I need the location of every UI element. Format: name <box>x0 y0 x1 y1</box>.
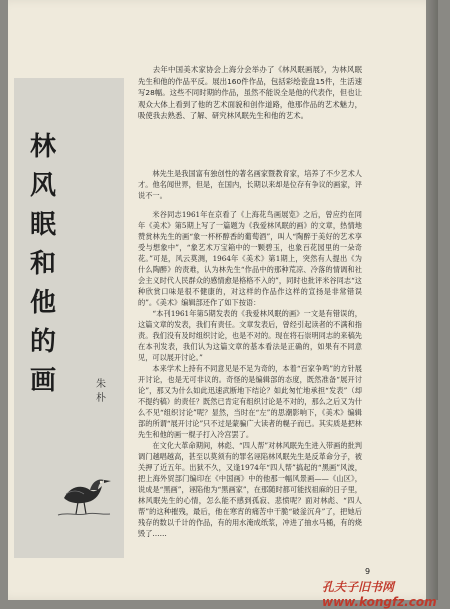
body-column <box>138 168 362 539</box>
author-char: 朴 <box>96 393 106 404</box>
page-edge <box>426 0 438 600</box>
intro-paragraph <box>138 64 362 122</box>
bird-illustration <box>56 468 112 518</box>
author-char: 朱 <box>96 379 106 390</box>
intro-text: 去年中国美术家协会上海分会举办了《林风眠画展》，为林风眠先生和他的作品平反。展出160件作品，包括彩绘瓷盘15件，生活速写28幅。这些不同时期的作品，虽然不能说全是他的代表作，但也让观众大体上看到了他的艺术面貌和创作道路，他那作品的艺术魅力，吸使我去熟悉、了解、研究林风眠先生和他的艺术。 <box>138 65 362 120</box>
watermark-text: 孔夫子旧书网 www.kongfz.com <box>322 580 437 609</box>
body-paragraph: “本刊1961年第5期发表的《我爱林风眠的画》一文是有错误的，这篇文章的发表，我们有责任。文章发表后，曾经引起读者的不满和指责。我们没有及时组织讨论，也是不对的。现在将石崇明同志的来稿先在本刊发表，我们认为这篇文章的基本看法是正确的，如果有不同意见，可以展开讨论。” <box>138 309 362 362</box>
title-char: 的 <box>29 327 56 357</box>
title-char: 林 <box>29 132 56 162</box>
body-paragraph: 在文化大革命期间，林彪、“四人帮”对林风眠先生进入带画的批判调门越唱越高，甚至以莫须有的罪名诬陷林风眠先生是反革命分子，被关押了近五年。出狱不久，又逢1974年“四人帮”搞起的“黑画”风波，把上海外贸部门编印在《中国画》中的他那一幅风景画——《山区》，说成是“黑画”，诬陷他为“黑画家”，在那随时都可能找祖麻的日子里，林风眠先生的心情，怎么能不感到孤寂、悲愤呢？面对林彪、“四人帮”的这种摧残，最后，他在寒宵的痛苦中干脆“破釜沉舟”了，把她后残存的数以千计的作品，有的用水淹成纸浆，冲进了抽水马桶，有的烧毁了…… <box>138 441 362 538</box>
title-char: 画 <box>29 366 56 396</box>
title-char: 风 <box>29 171 56 201</box>
title-char: 和 <box>29 249 56 279</box>
title-char: 眠 <box>29 210 56 240</box>
article-author <box>94 378 108 406</box>
title-char: 他 <box>29 288 56 318</box>
body-paragraph: 米谷同志1961年在京看了《上海花鸟画展览》之后，曾应约在同年《美术》第5期上写了一篇题为《我爱林风眠的画》的文章，热情地赞赏林先生的画“象一杯杯醇香的葡萄酒”，叫人“陶醉于美好的艺术享受与想象中”，“象艺术万宝箱中的一颗碧玉，也象百花园里的一朵奇花。”可是，风云莫测，1964年《美术》第1期上，突然有人提出《为什么陶醉》的责难，认为林先生“作品中的那种荒凉、冷落的情调和社会主义时代人民群众的感情愈是格格不入的”，同时也批评米谷同志“这种欣赏口味是很不健康的，对这样的作品作这样的宣扬是非常错误的”。《美术》编辑部还作了如下按语： <box>138 210 362 307</box>
body-paragraph: 本来学术上持有不同意见是不足为奇的，本着“百家争鸣”的方针展开讨论，也是无可非议的。奇怪的是编辑部的态度，既然准备“展开讨论”，那又为什么如此迅速武断地下结论？如此匆忙地承担“发表”（却不提约稿）的责任？既然已肯定有组织讨论是不对的，那么之后又为什么不见“组织讨论”呢？显然，当时在“左”的思潮影响下，《美术》编辑部的所谓“展开讨论”只不过是蒙骗广大读者的幌子而已。其实质是把林先生和他的画一棍子打入冷宫罢了。 <box>138 364 362 439</box>
body-paragraph: 林先生是我国富有独创性的著名画家暨教育家，培养了不少艺术人才。他名闻世界，但是，在国内，长期以来却是位存有争议的画家，评说不一。 <box>138 169 362 200</box>
article-title <box>26 128 60 401</box>
page-number: 9 <box>365 567 371 576</box>
